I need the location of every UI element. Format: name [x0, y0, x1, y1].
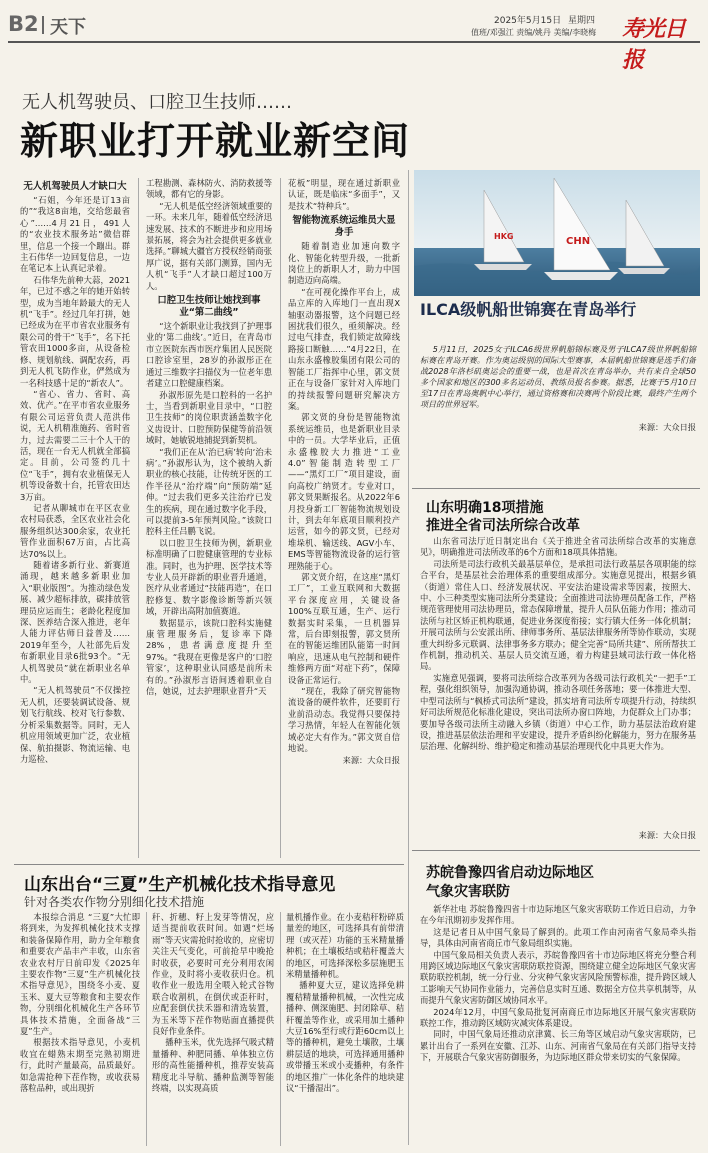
paragraph: “现在，我除了研究智能物流设备的硬件软件，还要盯行业前沿动态。我觉得只要保持学习热情，年轻人在智能化领域必定大有作为。”郭文贤自信地说。	[288, 686, 400, 754]
photo-story-title	[420, 300, 696, 319]
weather-headline-2: 气象灾害联防	[426, 884, 510, 900]
agri-column-3	[286, 912, 404, 1095]
paragraph: 数据显示，该院口腔科实施健康管理服务后，复诊率下降28%，患者满意度提升至97%。“我现在更像是客户的‘口腔管家’，这种职业认同感是前所未有的。”孙淑彤言语间透着职业自信，她说，过去护理职业晋升“天	[146, 617, 272, 697]
paragraph: 5月11日，2025女子ILCA6级世界帆船锦标赛及男子ILCA7级世界帆船锦标赛在青岛开赛。作为奥运级别的国际大型赛事，本届帆船世锦赛是选手们备战2028年洛杉矶奥运会的重要一战，也是首次在青岛举办，共有来自全球50多个国家和地区的300多名运动员、教练员报名参赛。据悉，比赛于5月10日至17日在青岛奥帆中心举行，通过资格赛和决赛两个阶段比赛，最终产生两个项目的世界冠军。	[420, 345, 696, 409]
column-rule	[280, 178, 281, 858]
header-rule	[8, 41, 700, 43]
lead-subhead-1: 无人机驾驶员人才缺口大	[23, 181, 127, 192]
lead-column-3	[288, 178, 400, 766]
paragraph: “在可视化操作平台上，成品立库的入库地门一直出现X轴驱动器报警，这个问题已经困扰我们很久，亟须解决。经过电气排查，我们锁定故障线路接口断触……”4月22日，在山东永盛橡胶集团有限公司的智能工厂指挥中心里，郭文贤正在与设备厂家针对入库地门的持续报警问题研究解决方案。	[288, 286, 400, 411]
paragraph: 播种夏大豆，建议选择免耕覆秸精量播种机械，一次性完成播种、侧深施肥、封闭除草、秸秆覆盖等作业，或采用加土播种大豆16%至行或行距60cm以上等的播种机，避免土壤散，土壤耕层适的地块，可选择通用播种或带播玉米或小麦播种，有条件的地区推广一体化条件的地块建议“干播湿出”。	[286, 980, 404, 1094]
column-rule	[138, 178, 139, 858]
lead-col1-text	[20, 195, 130, 765]
paragraph: “我们正在从‘治已病’转向‘治未病’。”孙淑彤认为，这个被纳入新职业的核心技能，让传统牙医的工作半径从“治疗端”向“预防端”延伸。“过去我们更多关注治疗已发生的疾病，现在通过数字化手段，可以提前3-5年预判风险。”该院口腔科主任吕鹏飞说。	[146, 446, 272, 537]
legal-text	[420, 536, 696, 753]
section-rule	[412, 850, 700, 851]
weather-headline-1: 苏皖鲁豫四省启动边际地区	[426, 865, 594, 881]
paragraph: 郭文贤的身份是智能物流系统运维员，也是新职业目录中的一员。大学毕业后，正值永盛橡胶大力推进“工业4.0”智能制造转型工厂——“黑灯工厂”项目建设，面向高校广纳贤才。专业对口，郭文贤果断报名。从2022年6月投身新工厂智能物流规划设计，到去年年底项目顺利投产运营，如今的郭文贤，已经对堆垛机、输送线、AGV小车、EMS等智能物流设备的运行管理熟能于心。	[288, 412, 400, 571]
photo-story-source: 来源：大众日报	[638, 422, 696, 432]
agri-column-1	[20, 912, 140, 1095]
legal-source: 来源：大众日报	[638, 830, 696, 840]
paragraph: 中国气象局相关负责人表示，苏皖鲁豫四省十市边际地区将充分整合利用跨区域边际地区气象灾害联防联控资源，围绕建立健全边际地区气象灾害联防联控机制，统一分行业、分灾种气象灾害风险预警标准，提升跨区域人工影响天气协同作业能力，完善信息实时互通、数据全方位共享机制等，从而提升气象灾害防御区域协同水平。	[420, 949, 696, 1006]
page-column-rule	[408, 170, 409, 1145]
paragraph: 根据技术指导意见，小麦机收宜在蜡熟末期至完熟初期进行，此时产量最高，品质最好。如急需抢种下茬作物，或收获易落粒品种，或出现折	[20, 1037, 140, 1094]
header-divider-icon	[42, 16, 44, 34]
sail-number: HKG	[494, 232, 514, 241]
lead-col3-text	[288, 178, 400, 212]
paragraph: 山东省司法厅近日制定出台《关于推进全省司法所综合改革的实施意见》，明确推进司法所改革的6个方面和18项具体措施。	[420, 536, 696, 558]
paragraph: 本报综合消息 “三夏”大忙即将到来，为发挥机械化技术支撑和装备保障作用，助力全年粮食和重要农产品丰产丰收，山东省农业农村厅日前印发《2025年主要农作物“三夏”生产机械化技术指导意见》，围绕冬小麦、夏玉米、夏大豆等粮食和主要农作物，分别细化机械化生产各环节具体技术措施，全面备战“三夏”生产。	[20, 912, 140, 1037]
lead-col3-text2	[288, 241, 400, 754]
lead-source: 来源：大众日报	[342, 754, 400, 765]
paragraph: “省心、省力、省时、高效、优产。”在平市省农业服务有限公司运营负责人范洪伟说，无人机精准施药、省时省力，过去需要二三十个人干的活，现在一台无人机就全部搞定。目前，公司签约几十位“飞手”，拥有农业植保无人机等设备数十台，托管农田达3万亩。	[20, 388, 130, 502]
lead-headline: 新职业打开就业新空间	[20, 118, 411, 163]
paragraph: 花板”明显，现在通过新职业认证，既是临床“多面手”，又是技术“特种兵”。	[288, 178, 400, 211]
issue-weekday: 星期四	[568, 16, 596, 26]
paragraph: 秆、折穗、籽上发芽等情况，应适当提前收获时间。如遇“烂场雨”等天灾需抢时抢收的，应密切关注天气变化，可前抢早中晚抢时收获，必要时可充分利用农闲作业，及时将小麦收获归仓。机收作业一般选用全喂入轮式谷物联合收割机，在倒伏或歪秆时，应配套倒伏扶禾器和清选装置，为玉米等下茬作物贴面直播提供良好作业条件。	[152, 912, 274, 1037]
paragraph: 实施意见强调，要将司法所综合改革列为各级司法行政机关“一把手”工程，强化组织领导，加强沟通协调，推动各项任务落地；要一体推进大型、中型司法所与“枫桥式司法所”建设，抓实培育司法所专项提升行动，持续织好司法所规范化标准化建设，突出司法所办窗口阵地，力促群众上门办事；要加导各级司法所主动融入乡镇（街道）中心工作，助力基层法治政府建设，推进基层依法治理和平安建设，提升矛盾纠纷化解能力，努力在服务基层治理、化解纠纷、维护稳定和推动基层治理现代化中具更大作为。	[420, 672, 696, 752]
editor-credits: 值班/邓强江 责编/姚丹 美编/李晓梅	[471, 28, 597, 37]
lead-kicker: 无人机驾驶员、口腔卫生技师……	[22, 92, 292, 113]
photo-story-text	[420, 344, 696, 410]
lead-column-1	[20, 178, 130, 765]
lead-subhead-3: 智能物流系统运维员大显身手	[292, 215, 396, 239]
paragraph: 石伟华先前种大蒜，2021年，已过不惑之年的她开始转型，成为当地年龄最大的无人机“飞手”。经过几年打拼，她已经成为在平市省农业服务有限公司的骨干“飞手”，名下托管农田1000多亩，从设备检修、规划航线、调配农药，再到无人机飞防作业，俨然成为一名科技感十足的“新农人”。	[20, 274, 130, 388]
lead-col2-text	[146, 178, 272, 292]
paragraph: 这是记者日从中国气象局了解到的。此项工作由河南省气象局牵头指导，具体由河南省商丘市气象局组织实施。	[420, 926, 696, 949]
paragraph: 随着诸多新行业、新赛道涌现，越来越多新职业加入“职业版图”。为推动绿色发展、减少超标排放，碳排放管理员应运而生；老龄化程度加深、医养结合深入推进，老年人能力评估师日益普及……2019年至今，人社部先后发布新职业目录6批93个。“无人机驾驶员”就在新职业名单中。	[20, 560, 130, 685]
agri-subhead: 针对各类农作物分别细化技术措施	[24, 895, 205, 909]
agri-headline: 山东出台“三夏”生产机械化技术指导意见	[24, 875, 336, 895]
paragraph: “这个新职业让我找到了护理事业的‘第二曲线’。”近日，在青岛市市立医院东西市医疗集团人民医院口腔诊室里，28岁的孙淑彤正在通过三维数字扫描仪为一位老年患者建立口腔健康档案。	[146, 321, 272, 389]
sail-number: CHN	[566, 236, 591, 247]
column-rule	[146, 912, 147, 1146]
paragraph: 孙淑彤原先是口腔科的一名护士，当看到新职业目录中，“口腔卫生技师”的岗位职责涵盖数字化义齿设计、口腔预防保健等前沿领域时，她敏锐地捕捉到新契机。	[146, 389, 272, 446]
lead-column-2	[146, 178, 272, 697]
sailing-photo	[414, 170, 700, 296]
section-name: 天下	[50, 17, 86, 38]
column-rule	[280, 912, 281, 1146]
photo-story-title-text: ILCA级帆船世锦赛在青岛举行	[420, 300, 637, 319]
paragraph: 2024年12月，中国气象局批复河南商丘市边际地区开展气象灾害联防联控工作，推动跨区域防灾减灾体系建设。	[420, 1006, 696, 1029]
paragraph: “无人机驾驶员”不仅操控无人机，还要装调试设备、规划飞行航线、校对飞行参数、分析采集数据等。同时，无人机应用领域更加广泛，农业植保、航拍摄影、物流运输、电力巡检、	[20, 685, 130, 764]
masthead-logo: 寿光日报	[622, 16, 686, 73]
sailing-boats-icon	[414, 170, 700, 296]
paragraph: 工程勘测、森林防火、消防救援等领域，都有它的身影。	[146, 178, 272, 200]
paragraph: 同时，中国气象局还推动京津冀、长三角等区域启动气象灾害联防，已累计出台了一系列在安徽、江苏、山东、河南省气象局在有关部门指导支持下，开展联合气象灾害防御服务，为边际地区群众带来切实的气象保障。	[420, 1029, 696, 1063]
agri-column-2	[152, 912, 274, 1095]
issue-date: 2025年5月15日	[494, 16, 562, 26]
page-header	[8, 10, 700, 73]
paragraph: 郭文贤介绍，在这座“黑灯工厂”，工业互联网和大数据平台深度应用，关键设备100%互联互通，生产、运行数据实时采集，一旦机器异常，后台即刻报警，郭文贤所在的智能运维团队能第一时间响应，迅速从电气控制和硬件维修两方面“对症下药”，保障设备正常运行。	[288, 572, 400, 685]
lead-col2-text2	[146, 321, 272, 697]
paragraph: 随着制造业加速向数字化、智能化转型升级，一批新岗位上的新职人才，助力中国制造迈向高端。	[288, 241, 400, 286]
page-number: B2	[8, 12, 39, 36]
paragraph: 以口腔卫生技师为例，新职业标准明确了口腔健康管理的专业标准。同时，也为护理、医学技术等专业人员开辟新的职业晋升通道，医疗从业者通过“技能再造”，在口腔修复、数字影像诊断等新兴领域，开辟出高附加值赛道。	[146, 537, 272, 617]
paragraph: “无人机是低空经济领域重要的一环。未来几年，随着低空经济迅速发展、技术的不断进步和应用场景拓展，将会为社会提供更多就业选择。”聊城大疆官方授权经销商张厚广说，据有关部门测算，国内无人机“飞手”人才缺口超过100万人。	[146, 200, 272, 291]
paragraph: 记者从聊城市在平区农业农村局获悉，全区农业社会化服务组织达300余家，农业托管作业面积67万亩，占比高达70%以上。	[20, 502, 130, 559]
weather-text	[420, 904, 696, 1064]
paragraph: 新华社电 苏皖鲁豫四省十市边际地区气象灾害联防工作近日启动，力争在今年汛期初步发挥作用。	[420, 904, 696, 926]
legal-headline-2: 推进全省司法所综合改革	[426, 518, 580, 534]
section-rule	[412, 488, 700, 489]
lead-subhead-2: 口腔卫生技师让她找到事业“第二曲线”	[157, 295, 261, 319]
section-rule	[14, 864, 404, 865]
paragraph: 量机播作业。在小麦秸秆粉碎质量差的地区，可选择具有前带清理（或灭茬）功能的玉米精量播种机；在土壤板结或秸秆覆盖大的地区，可选择深松多层施肥玉米精量播种机。	[286, 912, 404, 980]
paragraph: 播种玉米，优先选择气吸式精量播种、种肥同播、单体独立仿形的高性能播种机，推荐安装高精度北斗导航、播种监测等智能终端，以实现高质	[152, 1037, 274, 1094]
paragraph: 司法所是司法行政机关最基层单位，是承担司法行政基层各项职能的综合平台，是基层社会治理体系的重要组成部分。实施意见提出，根据乡镇（街道）常住人口、经济发展状况、平安法治建设需求等因素，按照大、中、小三种类型实施司法所分类建设；全面推进司法协理员配备工作，严格规范管理使用司法协理员，常态保障增量，提升人员队伍能力作用；推动司法所与社区矫正机构联通，促进业务深度衔接；实行镇大任务一体化机制；开展司法所与公安派出所、律师事务所、基层法律服务所等协作联动，实现重大纠纷多元联调、法律事务多方联办；健全完善“局所共建”、所所帮扶工作机制，推动机关、基层人员交流互通，着力构建县域司法行政一体化格局。	[420, 558, 696, 672]
legal-headline-1: 山东明确18项措施	[426, 500, 544, 516]
paragraph: “石姐，今年还是订13亩的”“我这8亩地，交给您最省心”……4月21日，491人的“农业技术服务站”微信群里，信息一个接一个蹦出。群主石伟华一边回复信息，一边在笔记本上认真记录着。	[20, 195, 130, 274]
